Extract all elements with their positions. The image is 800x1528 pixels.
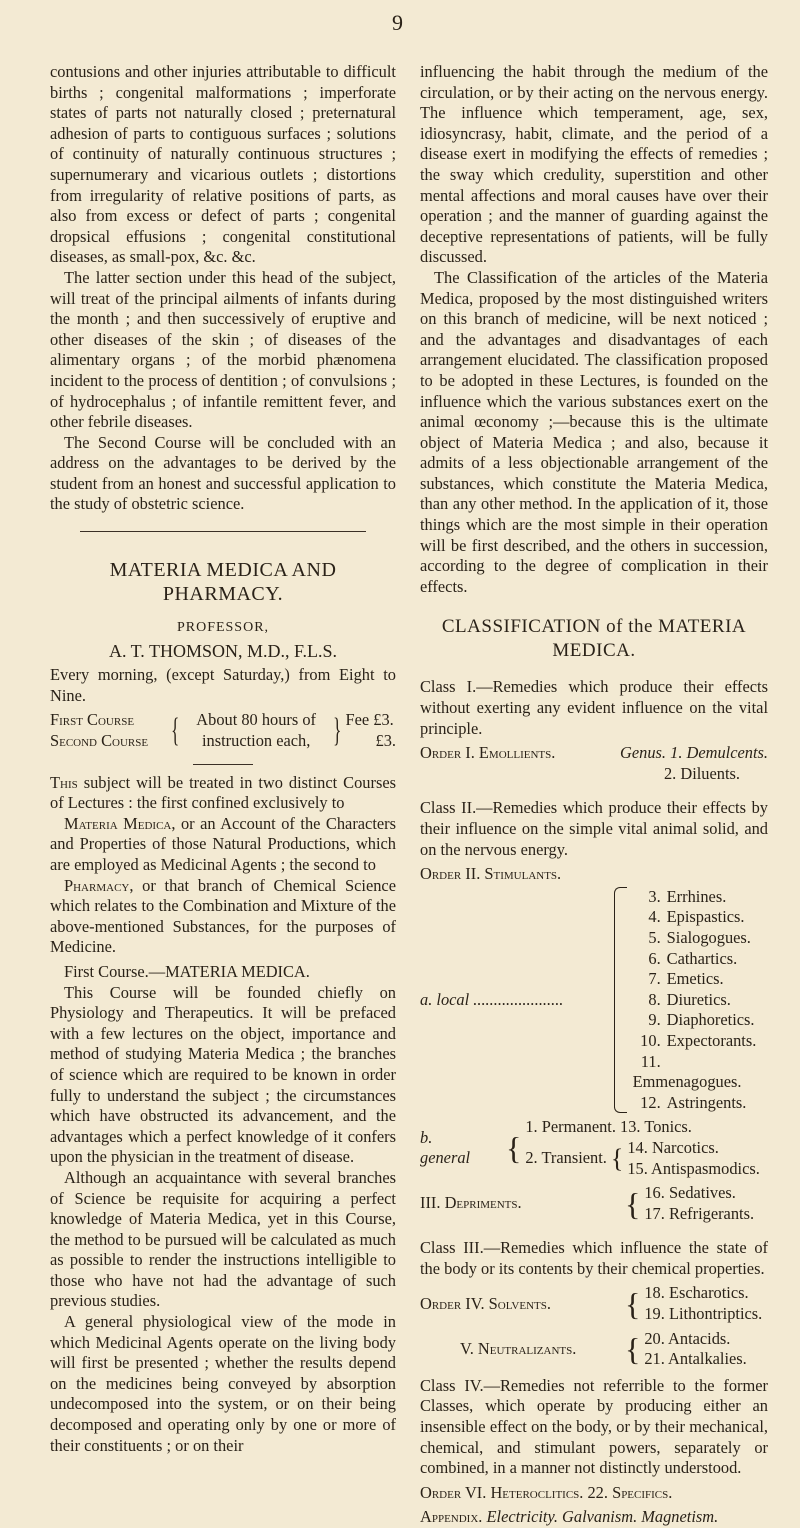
local-label: a. local ...................... — [420, 989, 564, 1009]
remedy-number: 10. — [640, 1030, 661, 1050]
course-table — [50, 710, 396, 751]
remedy-item — [633, 887, 768, 908]
remedy-number: 8. — [648, 989, 661, 1009]
genus-label: Genus. 1. Demulcents. — [620, 743, 768, 763]
order-label: Order I. Emollients. — [420, 743, 556, 763]
brace-icon: { — [610, 1143, 624, 1173]
brace-icon: { — [170, 712, 180, 750]
class-heading: Class I.—Remedies which produce their effects without exerting any evident influence on the vital principle. — [420, 677, 768, 738]
remedy-item: 19. Lithontriptics. — [644, 1304, 763, 1324]
lead-word: Pharmacy, — [64, 875, 134, 895]
lead-word: This — [50, 772, 78, 792]
remedy-item: 17. Refrigerants. — [644, 1203, 755, 1223]
remedy-item — [633, 969, 768, 990]
course-hours: About 80 hours of — [196, 710, 317, 730]
remedy-item: 20. Antacids. — [644, 1328, 731, 1348]
remedy-item — [633, 1010, 768, 1031]
class-heading: Class III.—Remedies which influence the state of the body or its contents by their chemical properties. — [420, 1238, 768, 1278]
remedy-name: Diaphoretics. — [666, 1010, 755, 1030]
remedy-number: 7. — [648, 969, 661, 989]
genus-item: 2. Diluents. — [663, 763, 740, 783]
remedy-name: Errhines. — [666, 886, 727, 906]
brace-icon: } — [333, 712, 342, 750]
paragraph: influencing the habit through the medium of the circulation, or by their acting on the nervous energy. The influence which temperament, age, sex, idiosyncrasy, habit, climate, and the period of a disease exert in modifying the effects of remedies ; the sway which credulity, superstition and other mental affections and moral causes have over their operation ; and the manner of guarding against the deceptive representations of patients, will be fully discussed. — [420, 62, 768, 267]
course-hours: instruction each, — [201, 731, 311, 751]
order-label: Order II. Stimulants. — [420, 864, 562, 884]
remedy-number: 9. — [648, 1010, 661, 1030]
remedy-item: 16. Sedatives. — [644, 1183, 736, 1203]
order-row — [420, 743, 768, 764]
permanent-line: 1. Permanent. 13. Tonics. — [525, 1117, 692, 1137]
remedy-item — [633, 1052, 768, 1093]
remedy-list — [633, 887, 768, 1114]
remedy-name: Cathartics. — [666, 948, 738, 968]
order-row — [420, 1283, 768, 1324]
course-name: First Course — [50, 710, 135, 730]
order-row — [420, 1329, 768, 1370]
section-divider — [80, 531, 366, 532]
class-heading: Class II.—Remedies which produce their effects by their influence on the simple vital animal solid, and on the nervous energy. — [420, 798, 768, 859]
brace-icon: { — [625, 1286, 641, 1323]
remedy-number: 6. — [648, 948, 661, 968]
remedy-name: Emmenagogues. — [632, 1072, 742, 1092]
paragraph: The Classification of the articles of the Materia Medica, proposed by the most distinguished writers on this branch of medicine, will be next noticed ; and the advantages and disadvantages of each arrangement elucidated. The classification proposed to be adopted in these Lectures, is founded on the influence which the various substances exert on the animal œconomy ;—because this is the ultimate object of Materia Medica ; and also, because it admits of a less objectionable arrangement of the substances, which constitute the Materia Medica, than any other method. In the application of it, those things which are the most simple in their operation will be first described, and the others in succession, according to the degree of complication in their effects. — [420, 267, 768, 596]
bracket-icon — [614, 887, 626, 1114]
order-row — [420, 1183, 768, 1224]
lead-word: Materia Medica, — [64, 813, 176, 833]
remedy-item — [633, 990, 768, 1011]
order-label: III. Depriments. — [420, 1193, 522, 1213]
schedule: Every morning, (except Saturday,) from Eight to Nine. — [50, 665, 396, 705]
remedy-item — [633, 928, 768, 949]
remedy-name: Expectorants. — [666, 1030, 757, 1050]
short-divider — [193, 764, 253, 765]
professor-label: PROFESSOR, — [176, 620, 270, 636]
appendix-label: Appendix. — [420, 1507, 483, 1527]
section-title: MATERIA MEDICA AND PHARMACY. — [109, 559, 337, 606]
local-remedies — [420, 887, 768, 1114]
transient-label: 2. Transient. — [525, 1148, 607, 1168]
remedy-item — [633, 1031, 768, 1052]
remedy-name: Sialogogues. — [666, 927, 751, 947]
remedy-number: 11. — [640, 1051, 661, 1071]
remedy-name: Emetics. — [666, 969, 724, 989]
remedy-name: Astringents. — [666, 1092, 747, 1112]
paragraph: This Course will be founded chiefly on Physiology and Therapeutics. It will be prefaced with a few lectures on the object, importance and method of studying Materia Medica ; the branches of science which are required to be known in order fully to understand the subject ; the circumstances which have obstructed its advancement, and the advantages which a perfect knowledge of it confers upon the physician in the treatment of disease. — [50, 982, 396, 1167]
remedy-item — [633, 907, 768, 928]
remedy-number: 12. — [640, 1092, 661, 1112]
remedy-item: 21. Antalkalies. — [644, 1349, 747, 1369]
paragraph: Although an acquaintance with several branches of Science be requisite for acquiring a perfect knowledge of Materia Medica, yet in this Course, the method to be pursued will be calculated as much as possible to render the instructions intelligible to those who have not had the advantage of such previous studies. — [50, 1167, 396, 1311]
remedy-item: 18. Escharotics. — [644, 1283, 749, 1303]
general-remedies — [420, 1117, 768, 1179]
paragraph: or that branch of Chemical Science which relates to the Combination and Mixture of the above-mentioned Substances, for the purposes of Medicine. — [50, 875, 396, 957]
paragraph: A general physiological view of the mode in which Medicinal Agents operate on the living body will first be presented ; whether the results depend on the medicines being conveyed by absorption undecomposed into the system, or on their being decomposed and operating only by one or more of their constituents ; or on their — [50, 1312, 396, 1455]
left-column — [50, 62, 396, 1456]
remedy-item: 14. Narcotics. — [627, 1137, 719, 1157]
order-label: Order IV. Solvents. — [420, 1293, 551, 1313]
classification-title: CLASSIFICATION of the MATERIA MEDICA. — [441, 616, 747, 662]
remedy-number: 4. — [648, 907, 661, 927]
remedy-number: 3. — [648, 886, 661, 906]
right-column — [420, 62, 768, 1528]
paragraph: or an Account of the Characters and Properties of those Natural Productions, which are employed as Medicinal Agents ; the second to — [50, 813, 396, 874]
paragraph: The latter section under this head of the subject, will treat of the principal ailments of infants during the month ; and then successively of eruptive and other diseases of the skin ; of diseases of the alimentary organs ; of the morbid phænomena incident to the process of dentition ; of convulsions ; of hydrocephalus ; of infantile remittent fever, and other febrile diseases. — [50, 267, 396, 432]
remedy-name: Epispastics. — [666, 907, 745, 927]
paragraph: contusions and other injuries attributable to difficult births ; congenital malformations ; imperforate states of parts not naturally closed ; preternatural adhesion of parts to contiguous surfaces ; solutions of continuity of naturally continuous structures ; supernumerary and vicarious outlets ; distortions from irregularity of relative positions of parts, as also from excess or defect of parts ; congenital dropsical effusions ; congenital constitutional diseases, as small-pox, &c. &c. — [50, 62, 396, 267]
remedy-item — [633, 949, 768, 970]
course-fee: £3. — [375, 731, 396, 751]
general-label: b. general — [420, 1127, 471, 1168]
order-label: V. Neutralizants. — [460, 1338, 577, 1358]
course-heading: First Course.—MATERIA MEDICA. — [64, 961, 310, 981]
page-number: 9 — [392, 10, 403, 35]
course-name: Second Course — [50, 731, 149, 751]
paragraph: The Second Course will be concluded with an address on the advantages to be derived by the student from an honest and successful application to the study of obstetric science. — [50, 432, 396, 514]
remedy-item: 15. Antispasmodics. — [627, 1158, 760, 1178]
class-heading: Class IV.—Remedies not referrible to the former Classes, which operate by producing either an insensible effect on the body, or by their mechanical, chemical, and stimulant powers, separately or combined, in a manner not distinctly understood. — [420, 1375, 768, 1478]
remedy-item — [633, 1093, 768, 1114]
professor-name: A. T. THOMSON, M.D., F.L.S. — [108, 640, 338, 661]
brace-icon: { — [625, 1331, 641, 1368]
course-fee: Fee £3. — [345, 710, 394, 730]
order-label: Order VI. Heteroclitics. 22. Specifics. — [420, 1482, 673, 1502]
brace-icon: { — [625, 1185, 641, 1222]
remedy-name: Diuretics. — [666, 989, 731, 1009]
remedy-number: 5. — [648, 927, 661, 947]
paragraph: subject will be treated in two distinct Courses of Lectures : the first confined exclusively to — [50, 772, 396, 813]
brace-icon: { — [506, 1130, 522, 1167]
appendix-items: Electricity. Galvanism. Magnetism. — [486, 1507, 719, 1527]
